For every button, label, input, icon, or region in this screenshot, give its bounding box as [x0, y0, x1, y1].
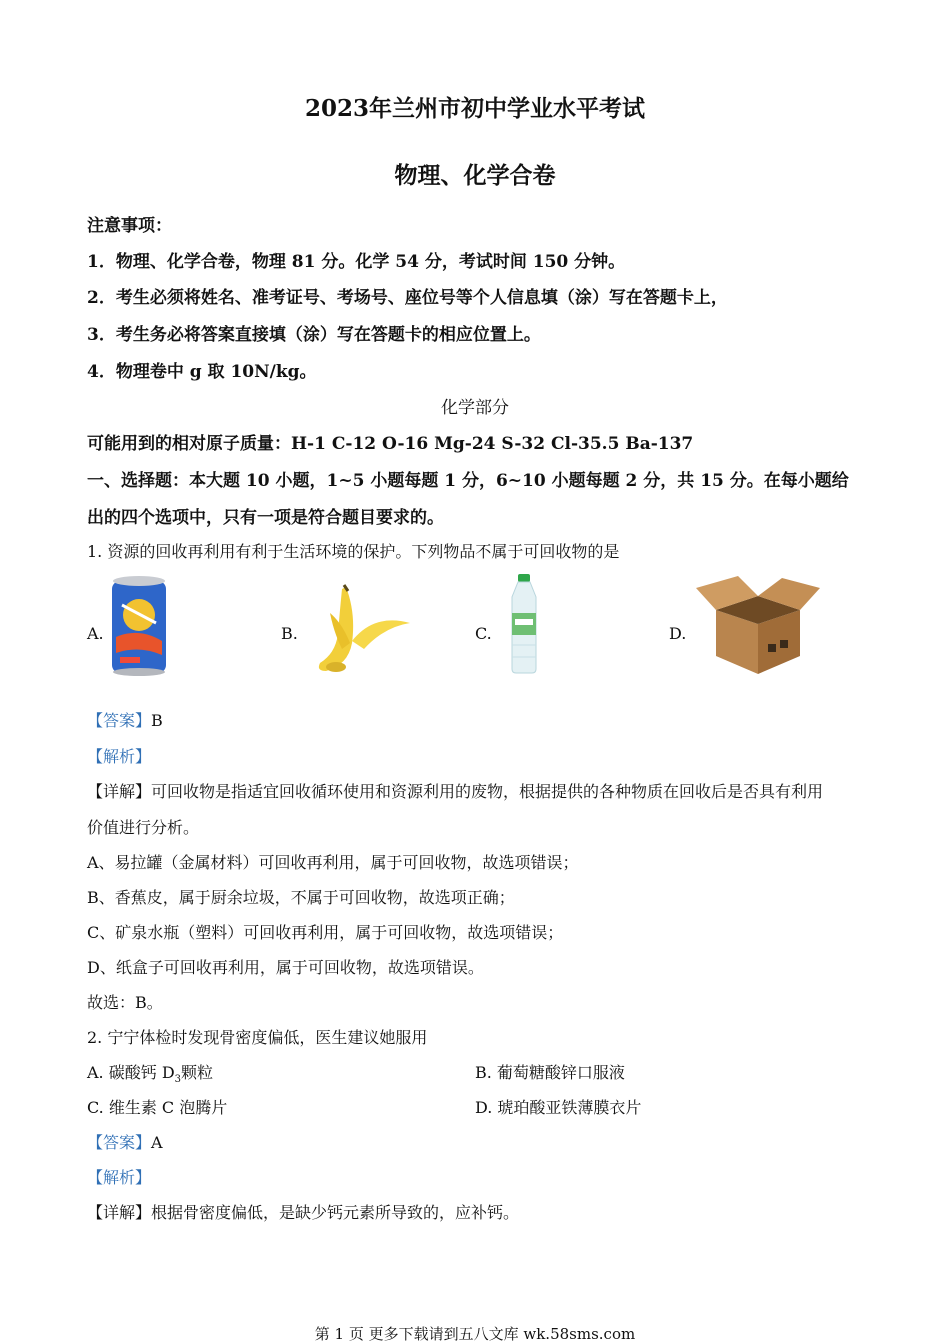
page-footer: 第 1 页 更多下载请到五八文库 wk.58sms.com: [314, 1325, 636, 1343]
q1-detail: 【详解】可回收物是指适宜回收循环使用和资源利用的废物，根据提供的各种物质在回收后是否具有利用: [87, 782, 824, 801]
note-item: 2．考生必须将姓名、准考证号、考场号、座位号等个人信息填（涂）写在答题卡上，: [87, 288, 728, 308]
q1-option-c-label: C.: [475, 624, 492, 643]
q1-option-b-label: B.: [281, 624, 298, 643]
q2-option-c: C. 维生素 C 泡腾片: [87, 1098, 228, 1117]
note-item: 1．物理、化学合卷，物理 81 分。化学 54 分，考试时间 150 分钟。: [87, 252, 626, 272]
q1-explanation-line: C、矿泉水瓶（塑料）可回收再利用，属于可回收物，故选项错误；: [87, 923, 564, 942]
notes-heading: 注意事项：: [87, 216, 172, 236]
q1-explanation-line: A、易拉罐（金属材料）可回收再利用，属于可回收物，故选项错误；: [87, 853, 579, 872]
q2-option-b: B. 葡萄糖酸锌口服液: [475, 1063, 625, 1082]
page-subtitle: 物理、化学合卷: [394, 162, 556, 189]
atomic-masses: 可能用到的相对原子质量：H-1 C-12 O-16 Mg-24 S-32 Cl-35.5 Ba-137: [87, 434, 694, 454]
q2-option-a: A. 碳酸钙 $D_3$颗粒: [87, 1063, 214, 1086]
part1-instruction-cont: 出的四个选项中，只有一项是符合题目要求的。: [87, 508, 444, 528]
q2-option-d: D. 琥珀酸亚铁薄膜衣片: [475, 1098, 642, 1117]
soda-can-icon: [108, 575, 170, 677]
q1-option-d-label: D.: [669, 624, 687, 643]
q1-explanation-line: B、香蕉皮，属于厨余垃圾，不属于可回收物，故选项正确；: [87, 888, 515, 907]
q1-explanation-line: D、纸盒子可回收再利用，属于可回收物，故选项错误。: [87, 958, 484, 977]
page-title: 2023年兰州市初中学业水平考试: [304, 95, 645, 122]
cardboard-box-icon: [694, 574, 822, 676]
section-title: 化学部分: [441, 398, 509, 418]
q1-conclusion: 故选：B。: [87, 993, 163, 1012]
note-item: 3．考生务必将答案直接填（涂）写在答题卡的相应位置上。: [87, 325, 541, 345]
q2-detail: 【详解】根据骨密度偏低，是缺少钙元素所导致的，应补钙。: [87, 1203, 520, 1222]
part1-instruction: 一、选择题：本大题 10 小题，1~5 小题每题 1 分，6~10 小题每题 2 分，共 15 分。在每小题给: [87, 471, 849, 491]
q1-answer: 【答案】B: [87, 711, 163, 730]
q1-detail-cont: 价值进行分析。: [87, 818, 200, 837]
banana-peel-icon: [312, 583, 412, 675]
q1-stem: 1. 资源的回收再利用有利于生活环境的保护。下列物品不属于可回收物的是: [87, 542, 620, 561]
q1-analysis-tag: 【解析】: [87, 747, 152, 766]
q2-answer: 【答案】A: [87, 1133, 163, 1152]
q2-stem: 2. 宁宁体检时发现骨密度偏低，医生建议她服用: [87, 1028, 428, 1047]
q1-option-a-label: A.: [87, 624, 104, 643]
water-bottle-icon: [506, 573, 542, 675]
q2-analysis-tag: 【解析】: [87, 1168, 152, 1187]
note-item: 4．物理卷中 g 取 10N/kg。: [87, 362, 317, 382]
